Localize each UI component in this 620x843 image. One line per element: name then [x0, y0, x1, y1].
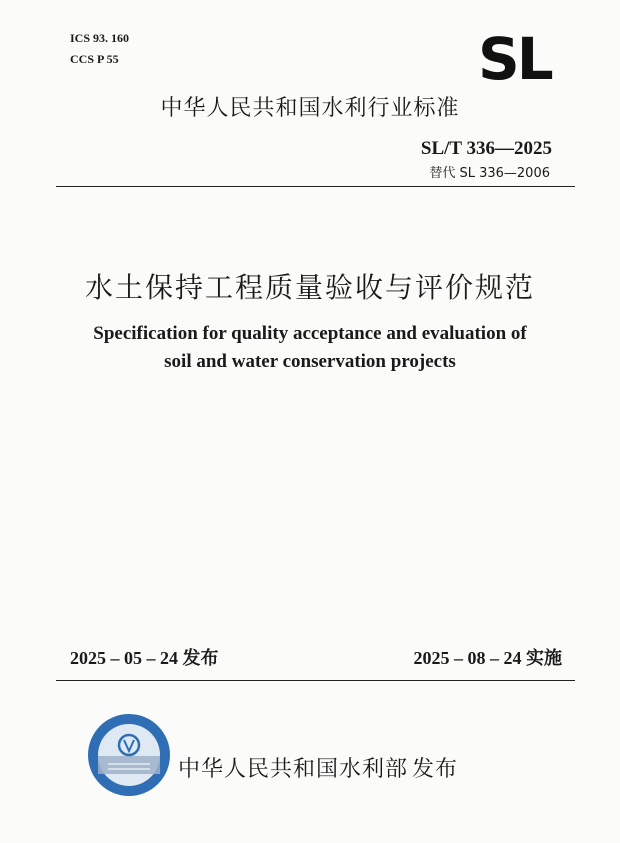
document-title-english	[0, 320, 620, 376]
seal-band	[98, 756, 160, 774]
implementation-date: 2025 – 08 – 24	[413, 648, 522, 668]
bottom-divider	[56, 680, 575, 681]
issue-label: 发布	[182, 648, 219, 669]
issue-date: 2025 – 05 – 24	[70, 648, 178, 668]
publisher: 中华人民共和国水利部	[178, 757, 409, 782]
english-title-line-2: soil and water conservation projects	[164, 351, 456, 372]
industry-standard-title: 中华人民共和国水利行业标准	[160, 96, 460, 121]
sl-logo: SL	[478, 25, 551, 93]
classification-codes	[70, 28, 129, 70]
replaces-standard: 替代 SL 336—2006	[429, 166, 550, 181]
implementation-label: 实施	[526, 648, 562, 669]
issue-date-block	[70, 644, 219, 670]
top-divider	[56, 186, 575, 187]
publish-label: 发布	[412, 757, 459, 782]
standard-number: SL/T 336—2025	[420, 138, 552, 159]
anti-counterfeit-seal-icon	[86, 712, 172, 798]
ccs-code: CCS P 55	[70, 52, 119, 66]
english-title-line-1: Specification for quality acceptance and evaluation of	[93, 323, 527, 344]
document-title-chinese: 水土保持工程质量验收与评价规范	[84, 271, 535, 304]
ics-code: ICS 93. 160	[70, 31, 130, 45]
implementation-date-block	[414, 644, 563, 670]
